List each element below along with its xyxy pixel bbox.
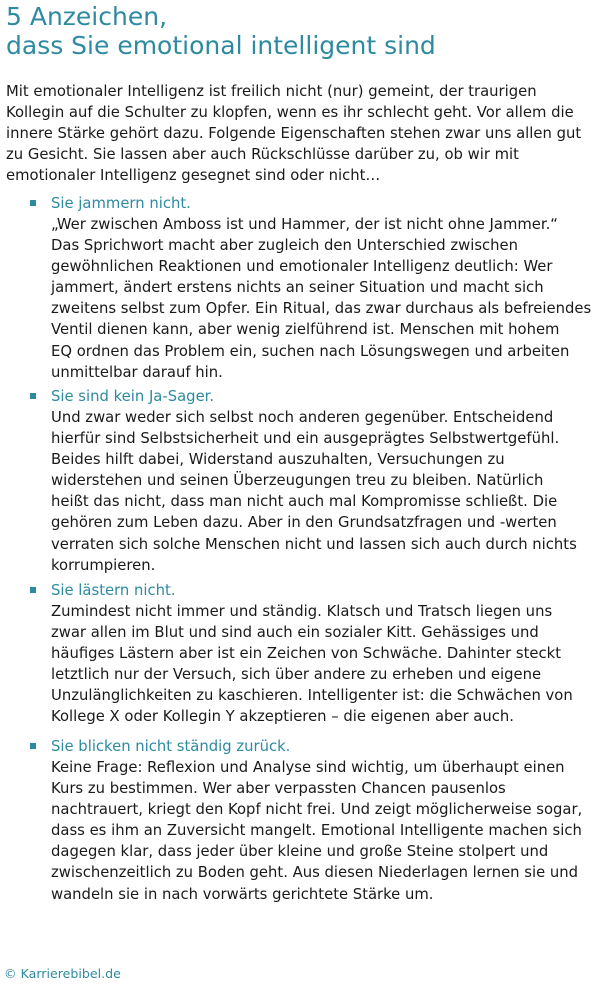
body-line: zwar allen im Blut und sind auch ein sozialer Kitt. Gehässiges und xyxy=(51,624,539,642)
body-line: Keine Frage: Reflexion und Analyse sind wichtig, um überhaupt einen xyxy=(51,759,565,776)
body-line: dass es ihm an Zuversicht mangelt. Emotional Intelligente machen sich xyxy=(51,822,582,840)
point-body xyxy=(51,407,611,576)
body-line: Zumindest nicht immer und ständig. Klatsch und Tratsch liegen uns xyxy=(51,603,553,620)
body-line: Das Sprichwort macht aber zugleich den Unterschied zwischen xyxy=(51,237,519,255)
body-line: letztlich nur der Versuch, sich über andere zu erheben und eigene xyxy=(51,666,542,684)
body-line: hierfür sind Selbstsicherheit und ein ausgeprägtes Selbstwertgefühl. xyxy=(51,430,560,448)
body-line: unmittelbar darauf hin. xyxy=(51,363,223,381)
body-line: Kurs zu bestimmen. Wer aber verpassten Chancen pausenlos xyxy=(51,780,506,798)
point-body xyxy=(51,757,611,905)
body-line: Und zwar weder sich selbst noch anderen gegenüber. Entscheidend xyxy=(51,409,554,426)
body-line: Kollege X oder Kollegin Y akzeptieren – die eigenen aber auch. xyxy=(51,708,514,726)
square-bullet-icon xyxy=(30,200,36,206)
body-line: gewöhnlichen Reaktionen und emotionaler Intelligenz deutlich: Wer xyxy=(51,258,553,276)
body-line: zweitens selbst zum Opfer. Ein Ritual, das zwar durchaus als befreiendes xyxy=(51,300,592,318)
square-bullet-icon xyxy=(30,393,36,399)
intro-paragraph xyxy=(6,81,606,186)
intro-line: Mit emotionaler Intelligenz ist freilich nicht (nur) gemeint, der traurigen xyxy=(6,83,537,100)
point-body xyxy=(51,601,611,728)
point-heading: Sie jammern nicht. xyxy=(51,195,191,212)
body-line: Beides hilft dabei, Widerstand auszuhalten, Versuchungen zu xyxy=(51,451,505,469)
body-line: Unzulänglichkeiten zu kaschieren. Intelligenter ist: die Schwächen von xyxy=(51,687,573,705)
page-title xyxy=(6,2,606,60)
body-line: EQ ordnen das Problem ein, suchen nach Lösungswegen und arbeiten xyxy=(51,342,570,360)
point-heading: Sie sind kein Ja-Sager. xyxy=(51,388,215,405)
body-line: zwischenzeitlich zu Boden geht. Aus diesen Niederlagen lernen sie und xyxy=(51,864,579,882)
intro-line: emotionaler Intelligenz gesegnet sind oder nicht… xyxy=(6,167,381,185)
point-heading: Sie lästern nicht. xyxy=(51,582,176,599)
title-line: dass Sie emotional intelligent sind xyxy=(6,31,436,60)
square-bullet-icon xyxy=(30,587,36,593)
body-line: nachtrauert, kriegt den Kopf nicht frei. Und zeigt möglicherweise sogar, xyxy=(51,801,583,819)
body-line: Ventil dienen kann, aber wenig zielführend ist. Menschen mit hohem xyxy=(51,321,560,339)
body-line: häufiges Lästern aber ist ein Zeichen von Schwäche. Dahinter steckt xyxy=(51,645,562,663)
intro-line: zu Gesicht. Sie lassen aber auch Rückschlüsse darüber zu, ob wir mit xyxy=(6,146,519,164)
copyright-credit: © Karrierebibel.de xyxy=(4,966,121,981)
body-line: wandeln sie in nach vorwärts gerichtete Stärke um. xyxy=(51,885,434,903)
point-body xyxy=(51,214,611,383)
title-line: 5 Anzeichen, xyxy=(6,2,168,31)
body-line: heißt das nicht, dass man nicht auch mal Kompromisse schließt. Die xyxy=(51,493,558,511)
point-heading: Sie blicken nicht ständig zurück. xyxy=(51,738,291,755)
body-line: dagegen klar, dass jeder über kleine und große Steine stolpert und xyxy=(51,843,549,861)
body-line: gehören zum Leben dazu. Aber in den Grundsatzfragen und -werten xyxy=(51,514,557,532)
square-bullet-icon xyxy=(30,743,36,749)
body-line: verraten sich solche Menschen nicht und lassen sich auch durch nichts xyxy=(51,535,577,553)
body-line: widerstehen und seinen Überzeugungen treu zu bleiben. Natürlich xyxy=(51,472,544,490)
body-line: „Wer zwischen Amboss ist und Hammer, der ist nicht ohne Jammer.“ xyxy=(51,216,558,233)
intro-line: innere Stärke gehört dazu. Folgende Eigenschaften stehen zwar uns allen gut xyxy=(6,125,582,143)
intro-line: Kollegin auf die Schulter zu klopfen, wenn es ihr schlecht geht. Vor allem die xyxy=(6,104,574,122)
body-line: jammert, ändert erstens nichts an seiner Situation und macht sich xyxy=(51,279,544,297)
body-line: korrumpieren. xyxy=(51,556,156,574)
